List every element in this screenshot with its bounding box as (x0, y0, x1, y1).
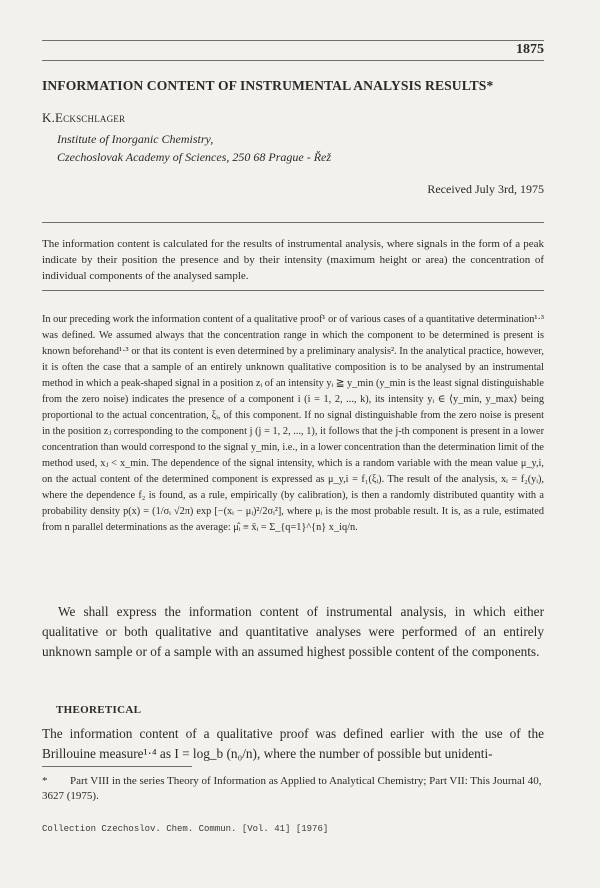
abstract-top-rule (42, 222, 544, 223)
abstract-bottom-rule (42, 290, 544, 291)
footnote-mark: * (42, 775, 48, 787)
footnote-text: Part VIII in the series Theory of Information as Applied to Analytical Chemistry; Part VII: This Journal 40, 3627 (1975). (42, 775, 542, 802)
affiliation (57, 130, 537, 166)
affiliation-line-2: Czechoslovak Academy of Sciences, 250 68 Prague - Řež (57, 150, 332, 164)
header-rule (42, 60, 544, 61)
footnote (42, 774, 544, 804)
page-number: 1875 (516, 42, 544, 57)
footnote-rule (42, 766, 192, 767)
top-rule (42, 40, 544, 41)
intro-paragraph: In our preceding work the information content of a qualitative proof¹ or of various cases of a quantitative determination¹·³ was defined. We assumed always that the concentration range in which the component to be determined is present is known beforehand¹·³ or that its content is even determined by a preliminary analysis². In the analytical practice, however, it is often the case that a sample of an entirely unknown qualitative composition is to be analysed by an instrumental method in which a peak-shaped signal in a position zᵢ of an intensity yᵢ ≧ y_min (y_min is the least signal distinguishable from the zero noise) indicates the presence of a component i (i = 1, 2, ..., k), its intensity yᵢ ∈ ⟨y_min, y_max⟩ being proportional to the actual concentration, ξᵢ, of this component. If no signal distinguishable from the zero noise is present in the position zⱼ corresponding to the component j (j = 1, 2, ..., 1), it follows that the j-th component is present in a lower concentration than would correspond to the signal y_min, i.e., in a lower concentration than the determination limit of the method used, xⱼ < x_min. The dependence of the signal intensity, which is a random variable with the mean value μ_y,i, on the actual content of the determined component is expressed as μ_y,i = f₁(ξᵢ). The result of the analysis, xᵢ = f₂(yᵢ), where the dependence f₂ is found, as a rule, empirically (by calibration), is then a randomly distributed quantity with a probability density p(x) = (1/σᵢ √2π) exp [−(xᵢ − μᵢ)²/2σᵢ²], where μᵢ is the most probable result. It is, as a rule, estimated from n parallel determinations as the average: μ̂ᵢ ≡ x̄ᵢ = Σ_{q=1}^{n} x_iq/n. (42, 314, 544, 533)
journal-citation: Collection Czechoslov. Chem. Commun. [Vol. 41] [1976] (42, 824, 329, 834)
abstract: The information content is calculated for the results of instrumental analysis, where signals in the form of a peak indicate by their position the presence and by their intensity (maximum height or area) the concentration of individual components of the analysed sample. (42, 238, 544, 282)
article-title: INFORMATION CONTENT OF INSTRUMENTAL ANALYSIS RESULTS* (42, 78, 494, 93)
affiliation-line-1: Institute of Inorganic Chemistry, (57, 132, 214, 146)
theoretical-paragraph: The information content of a qualitative proof was defined earlier with the use of the Brillouine measure¹·⁴ as I = log_b (n₀/n), where the number of possible but unidenti- (42, 726, 544, 761)
received-date: Received July 3rd, 1975 (427, 182, 544, 196)
author-name: K.Eckschlager (42, 110, 126, 125)
section-heading: THEORETICAL (56, 704, 142, 716)
paragraph-2: We shall express the information content of instrumental analysis, in which either qualitative or both qualitative and quantitative analyses were performed of an entirely unknown sample or of a sample with an assumed highest possible content of the components. (42, 604, 544, 659)
